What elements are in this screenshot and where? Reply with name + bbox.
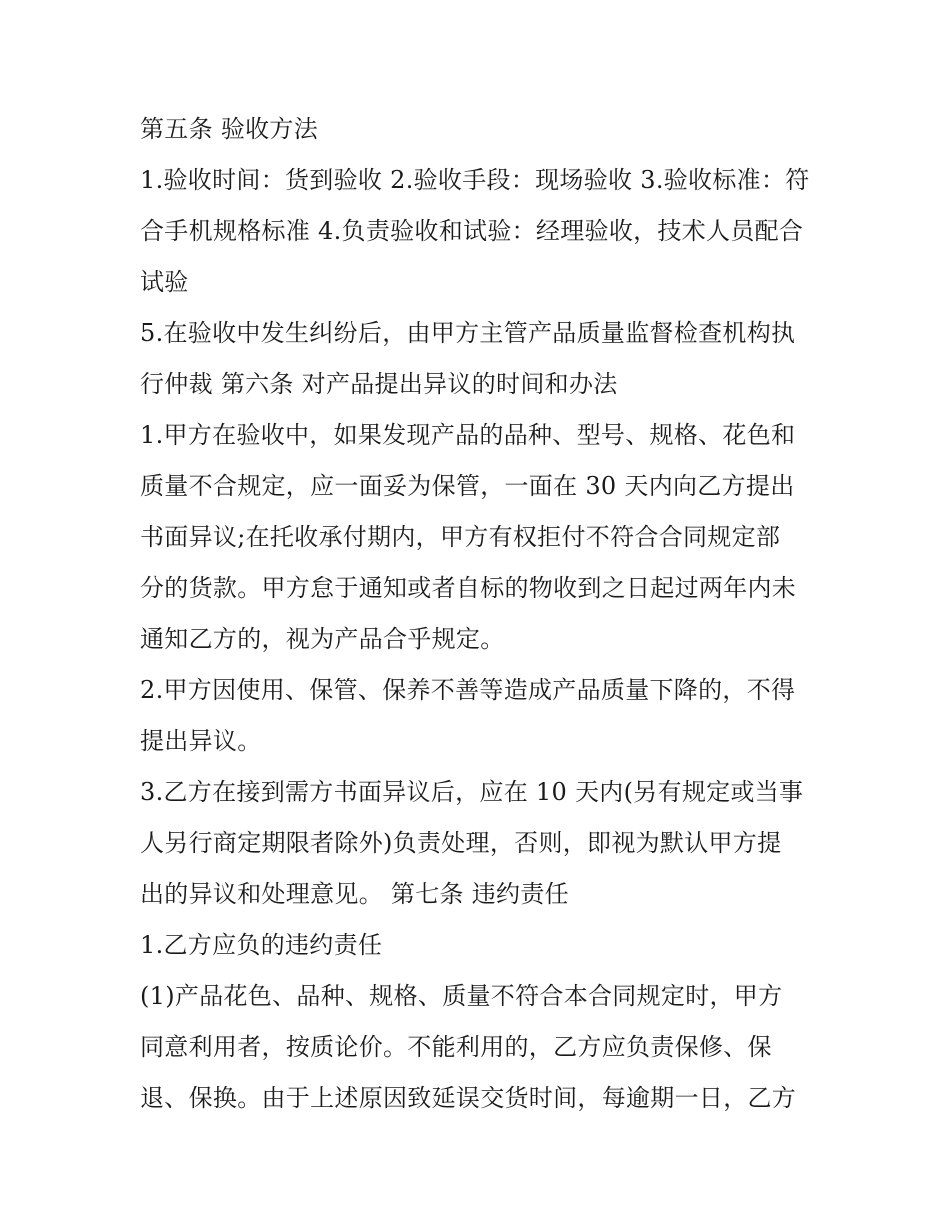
text-line: 1.乙方应负的违约责任: [140, 931, 383, 959]
text-line: 分的货款。甲方怠于通知或者自标的物收到之日起过两年内未: [140, 574, 797, 602]
text-line: 1.验收时间：货到验收 2.验收手段：现场验收 3.验收标准：符: [140, 166, 810, 194]
text-line: 同意利用者，按质论价。不能利用的，乙方应负责保修、保: [140, 1033, 772, 1061]
text-line: 质量不合规定，应一面妥为保管，一面在 30 天内向乙方提出: [140, 472, 795, 500]
text-line: (1)产品花色、品种、规格、质量不符合本合同规定时，甲方: [140, 982, 783, 1010]
document-body: [140, 104, 820, 1124]
text-line: 行仲裁 第六条 对产品提出异议的时间和办法: [140, 370, 618, 398]
text-line: 人另行商定期限者除外)负责处理，否则，即视为默认甲方提: [140, 829, 782, 857]
section-heading-article-5: 第五条 验收方法: [140, 115, 319, 143]
text-line: 提出异议。: [140, 727, 262, 755]
text-line: 5.在验收中发生纠纷后，由甲方主管产品质量监督检查机构执: [140, 319, 796, 347]
text-line: 合手机规格标准 4.负责验收和试验：经理验收，技术人员配合: [140, 217, 804, 245]
text-line: 书面异议;在托收承付期内，甲方有权拒付不符合合同规定部: [140, 523, 781, 551]
text-line: 出的异议和处理意见。 第七条 违约责任: [140, 880, 569, 908]
text-line: 通知乙方的，视为产品合乎规定。: [140, 625, 505, 653]
text-line: 2.甲方因使用、保管、保养不善等造成产品质量下降的，不得: [140, 676, 796, 704]
text-line: 试验: [140, 268, 189, 296]
text-line: 1.甲方在验收中，如果发现产品的品种、型号、规格、花色和: [140, 421, 796, 449]
text-line: 退、保换。由于上述原因致延误交货时间，每逾期一日，乙方: [140, 1084, 797, 1112]
text-line: 3.乙方在接到需方书面异议后，应在 10 天内(另有规定或当事: [140, 778, 804, 806]
